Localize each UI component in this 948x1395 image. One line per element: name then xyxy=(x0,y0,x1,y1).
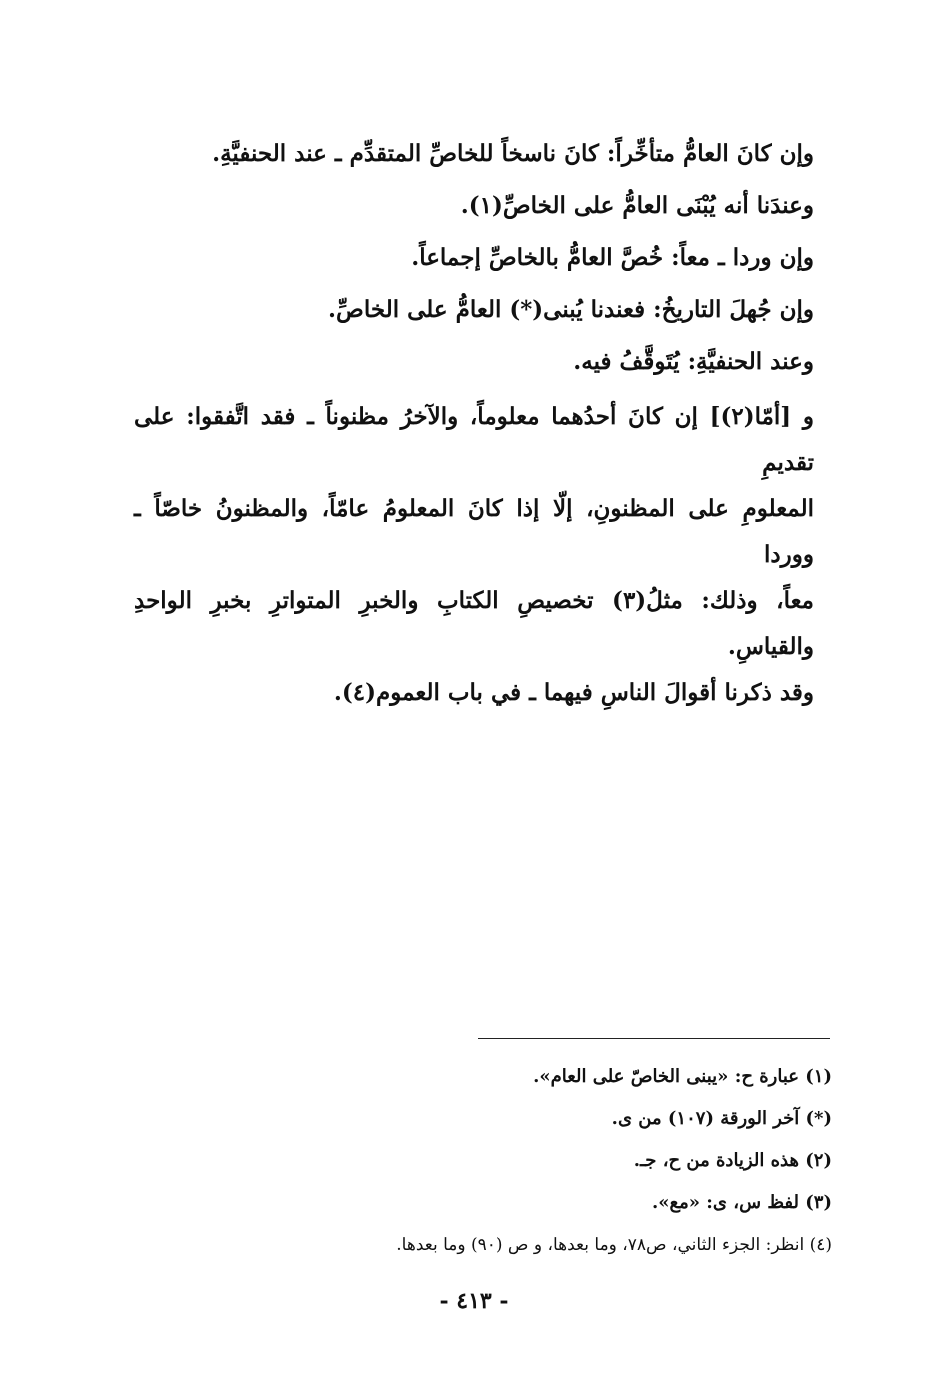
footnote-3: (٣) لفظ س، ى: «مع». xyxy=(652,1192,832,1213)
paragraph-line: معاً، وذلك: مثلُ(٣) تخصيصِ الكتابِ والخبرِ المتواترِ بخبرِ الواحدِ والقياسِ. xyxy=(134,587,815,660)
paragraph xyxy=(134,394,814,716)
text-line: وإن وردا ـ معاً: خُصَّ العامُّ بالخاصِّ إجماعاً. xyxy=(411,244,814,271)
footnotes xyxy=(232,1056,832,1266)
footnote-4: (٤) انظر: الجزء الثاني، ص٧٨، وما بعدها، و ص (٩٠) وما بعدها. xyxy=(396,1235,832,1255)
footnote-divider xyxy=(478,1038,830,1039)
paragraph-line: المعلومِ على المظنونِ، إلّا إذا كانَ المعلومُ عامّاً، والمظنونُ خاصّاً ـ ووردا xyxy=(134,495,814,568)
footnote-1: (١) عبارة ح: «يبنى الخاصّ على العام». xyxy=(533,1066,832,1087)
text-line: وإن كانَ العامُّ متأخِّراً: كانَ ناسخاً للخاصِّ المتقدِّم ـ عند الحنفيَّةِ. xyxy=(212,140,814,167)
text-line: وإن جُهلَ التاريخُ: فعندنا يُبنى(*) العامُّ على الخاصِّ. xyxy=(328,296,814,323)
footnote-star: (*) آخر الورقة (١٠٧) من ى. xyxy=(611,1108,832,1129)
page-number: - ٤١٣ - xyxy=(439,1288,509,1314)
paragraph-line: و [أمّا(٢)] إن كانَ أحدُهما معلوماً، والآخرُ مظنوناً ـ فقد اتَّفقوا: على تقديمِ xyxy=(134,403,814,476)
text-line: وعند الحنفيَّةِ: يُتَوقَّفُ فيه. xyxy=(573,348,814,375)
main-text xyxy=(134,128,814,716)
paragraph-line: وقد ذكرنا أقوالَ الناسِ فيهما ـ في باب العموم(٤). xyxy=(333,679,814,706)
footnote-2: (٢) هذه الزيادة من ح، جـ. xyxy=(633,1150,832,1171)
text-line: وعندَنا أنه يُبْنَى العامُّ على الخاصِّ(١). xyxy=(460,192,814,219)
